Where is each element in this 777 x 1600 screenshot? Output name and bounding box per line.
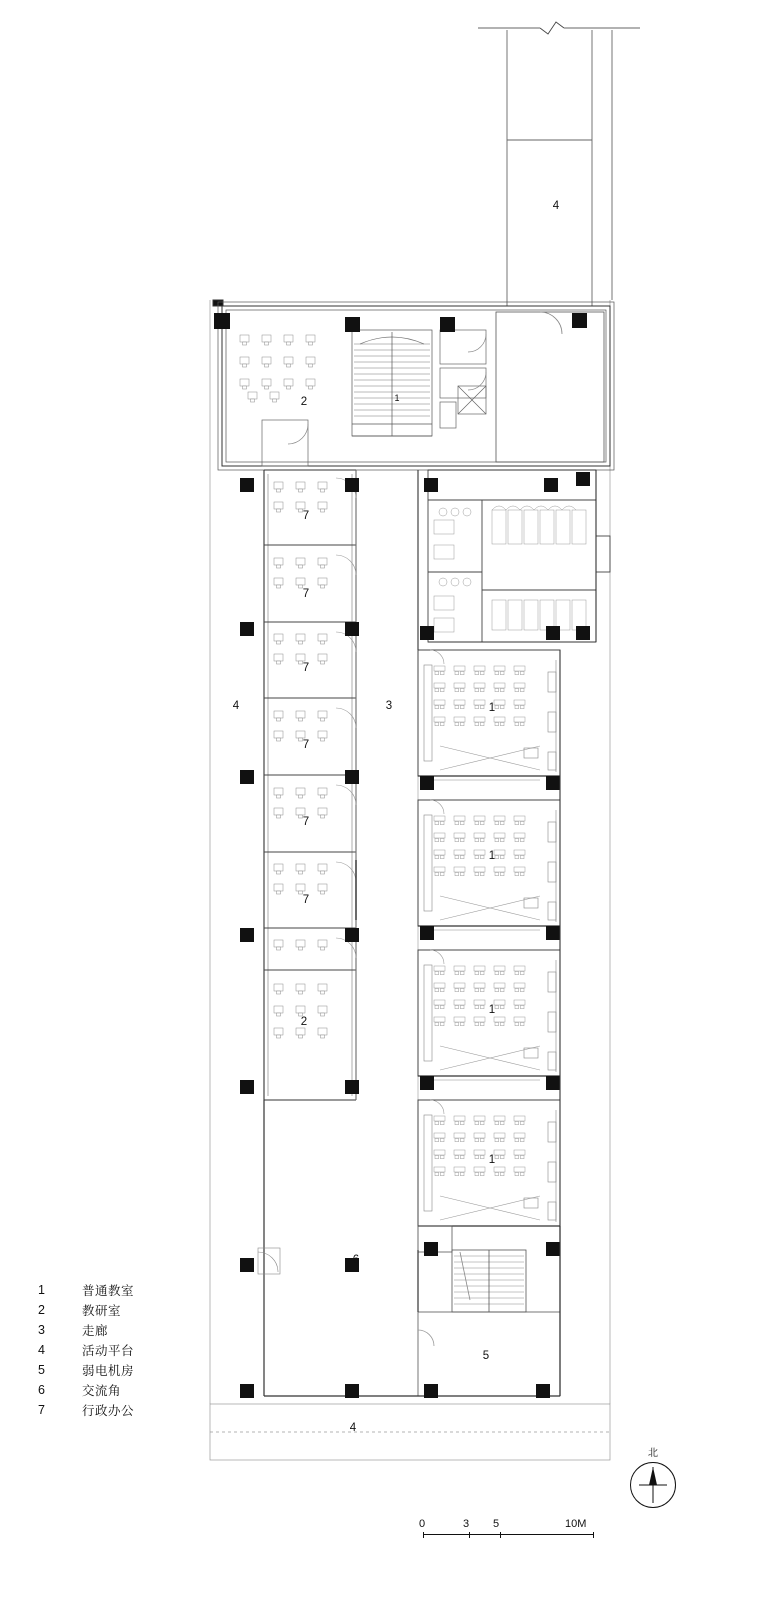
legend-item xyxy=(38,1360,208,1380)
legend-number: 4 xyxy=(38,1343,46,1357)
scale-tick-3: 3 xyxy=(463,1518,470,1530)
room-label-4-south: 4 xyxy=(349,1422,357,1434)
legend-label: 走廊 xyxy=(82,1324,109,1338)
legend-item xyxy=(38,1320,208,1340)
room-label-7-a: 7 xyxy=(302,510,310,522)
room-label-3-corridor: 3 xyxy=(385,700,393,712)
room-label-1-c: 1 xyxy=(488,1004,496,1016)
legend-number: 7 xyxy=(38,1403,46,1417)
scale-tick-5: 5 xyxy=(493,1518,500,1530)
room-label-1-stair: 1 xyxy=(394,393,400,403)
legend-label: 活动平台 xyxy=(82,1344,135,1358)
compass-circle xyxy=(630,1462,676,1508)
room-label-5: 5 xyxy=(482,1350,490,1362)
legend-item xyxy=(38,1340,208,1360)
room-label-1-b: 1 xyxy=(488,850,496,862)
compass-north-label: 北 xyxy=(648,1448,658,1459)
legend-label: 普通教室 xyxy=(82,1284,135,1298)
room-label-7-e: 7 xyxy=(302,816,310,828)
legend-number: 5 xyxy=(38,1363,46,1377)
room-label-1-d: 1 xyxy=(488,1154,496,1166)
room-label-2-north: 2 xyxy=(300,396,308,408)
legend-label: 行政办公 xyxy=(82,1404,135,1418)
compass xyxy=(628,1448,678,1510)
legend-item xyxy=(38,1380,208,1400)
room-label-1-a: 1 xyxy=(488,702,496,714)
room-label-7-b: 7 xyxy=(302,588,310,600)
legend xyxy=(38,1280,208,1420)
legend-label: 教研室 xyxy=(82,1304,122,1318)
room-label-7-d: 7 xyxy=(302,739,310,751)
room-label-4-west: 4 xyxy=(232,700,240,712)
legend-number: 1 xyxy=(38,1283,46,1297)
scale-line xyxy=(423,1534,593,1535)
scale-bar xyxy=(415,1518,615,1548)
legend-label: 弱电机房 xyxy=(82,1364,135,1378)
room-label-6: 6 xyxy=(352,1254,360,1266)
scale-tick-10m: 10M xyxy=(565,1518,587,1530)
legend-item xyxy=(38,1300,208,1320)
legend-number: 2 xyxy=(38,1303,46,1317)
scale-tick-0: 0 xyxy=(419,1518,426,1530)
legend-number: 3 xyxy=(38,1323,46,1337)
room-label-4-north: 4 xyxy=(552,200,560,212)
legend-number: 6 xyxy=(38,1383,46,1397)
room-label-7-f: 7 xyxy=(302,894,310,906)
room-label-2-south: 2 xyxy=(300,1016,308,1028)
legend-item xyxy=(38,1280,208,1300)
room-label-7-c: 7 xyxy=(302,662,310,674)
legend-item xyxy=(38,1400,208,1420)
legend-label: 交流角 xyxy=(82,1384,122,1398)
compass-needle-icon xyxy=(649,1467,657,1485)
